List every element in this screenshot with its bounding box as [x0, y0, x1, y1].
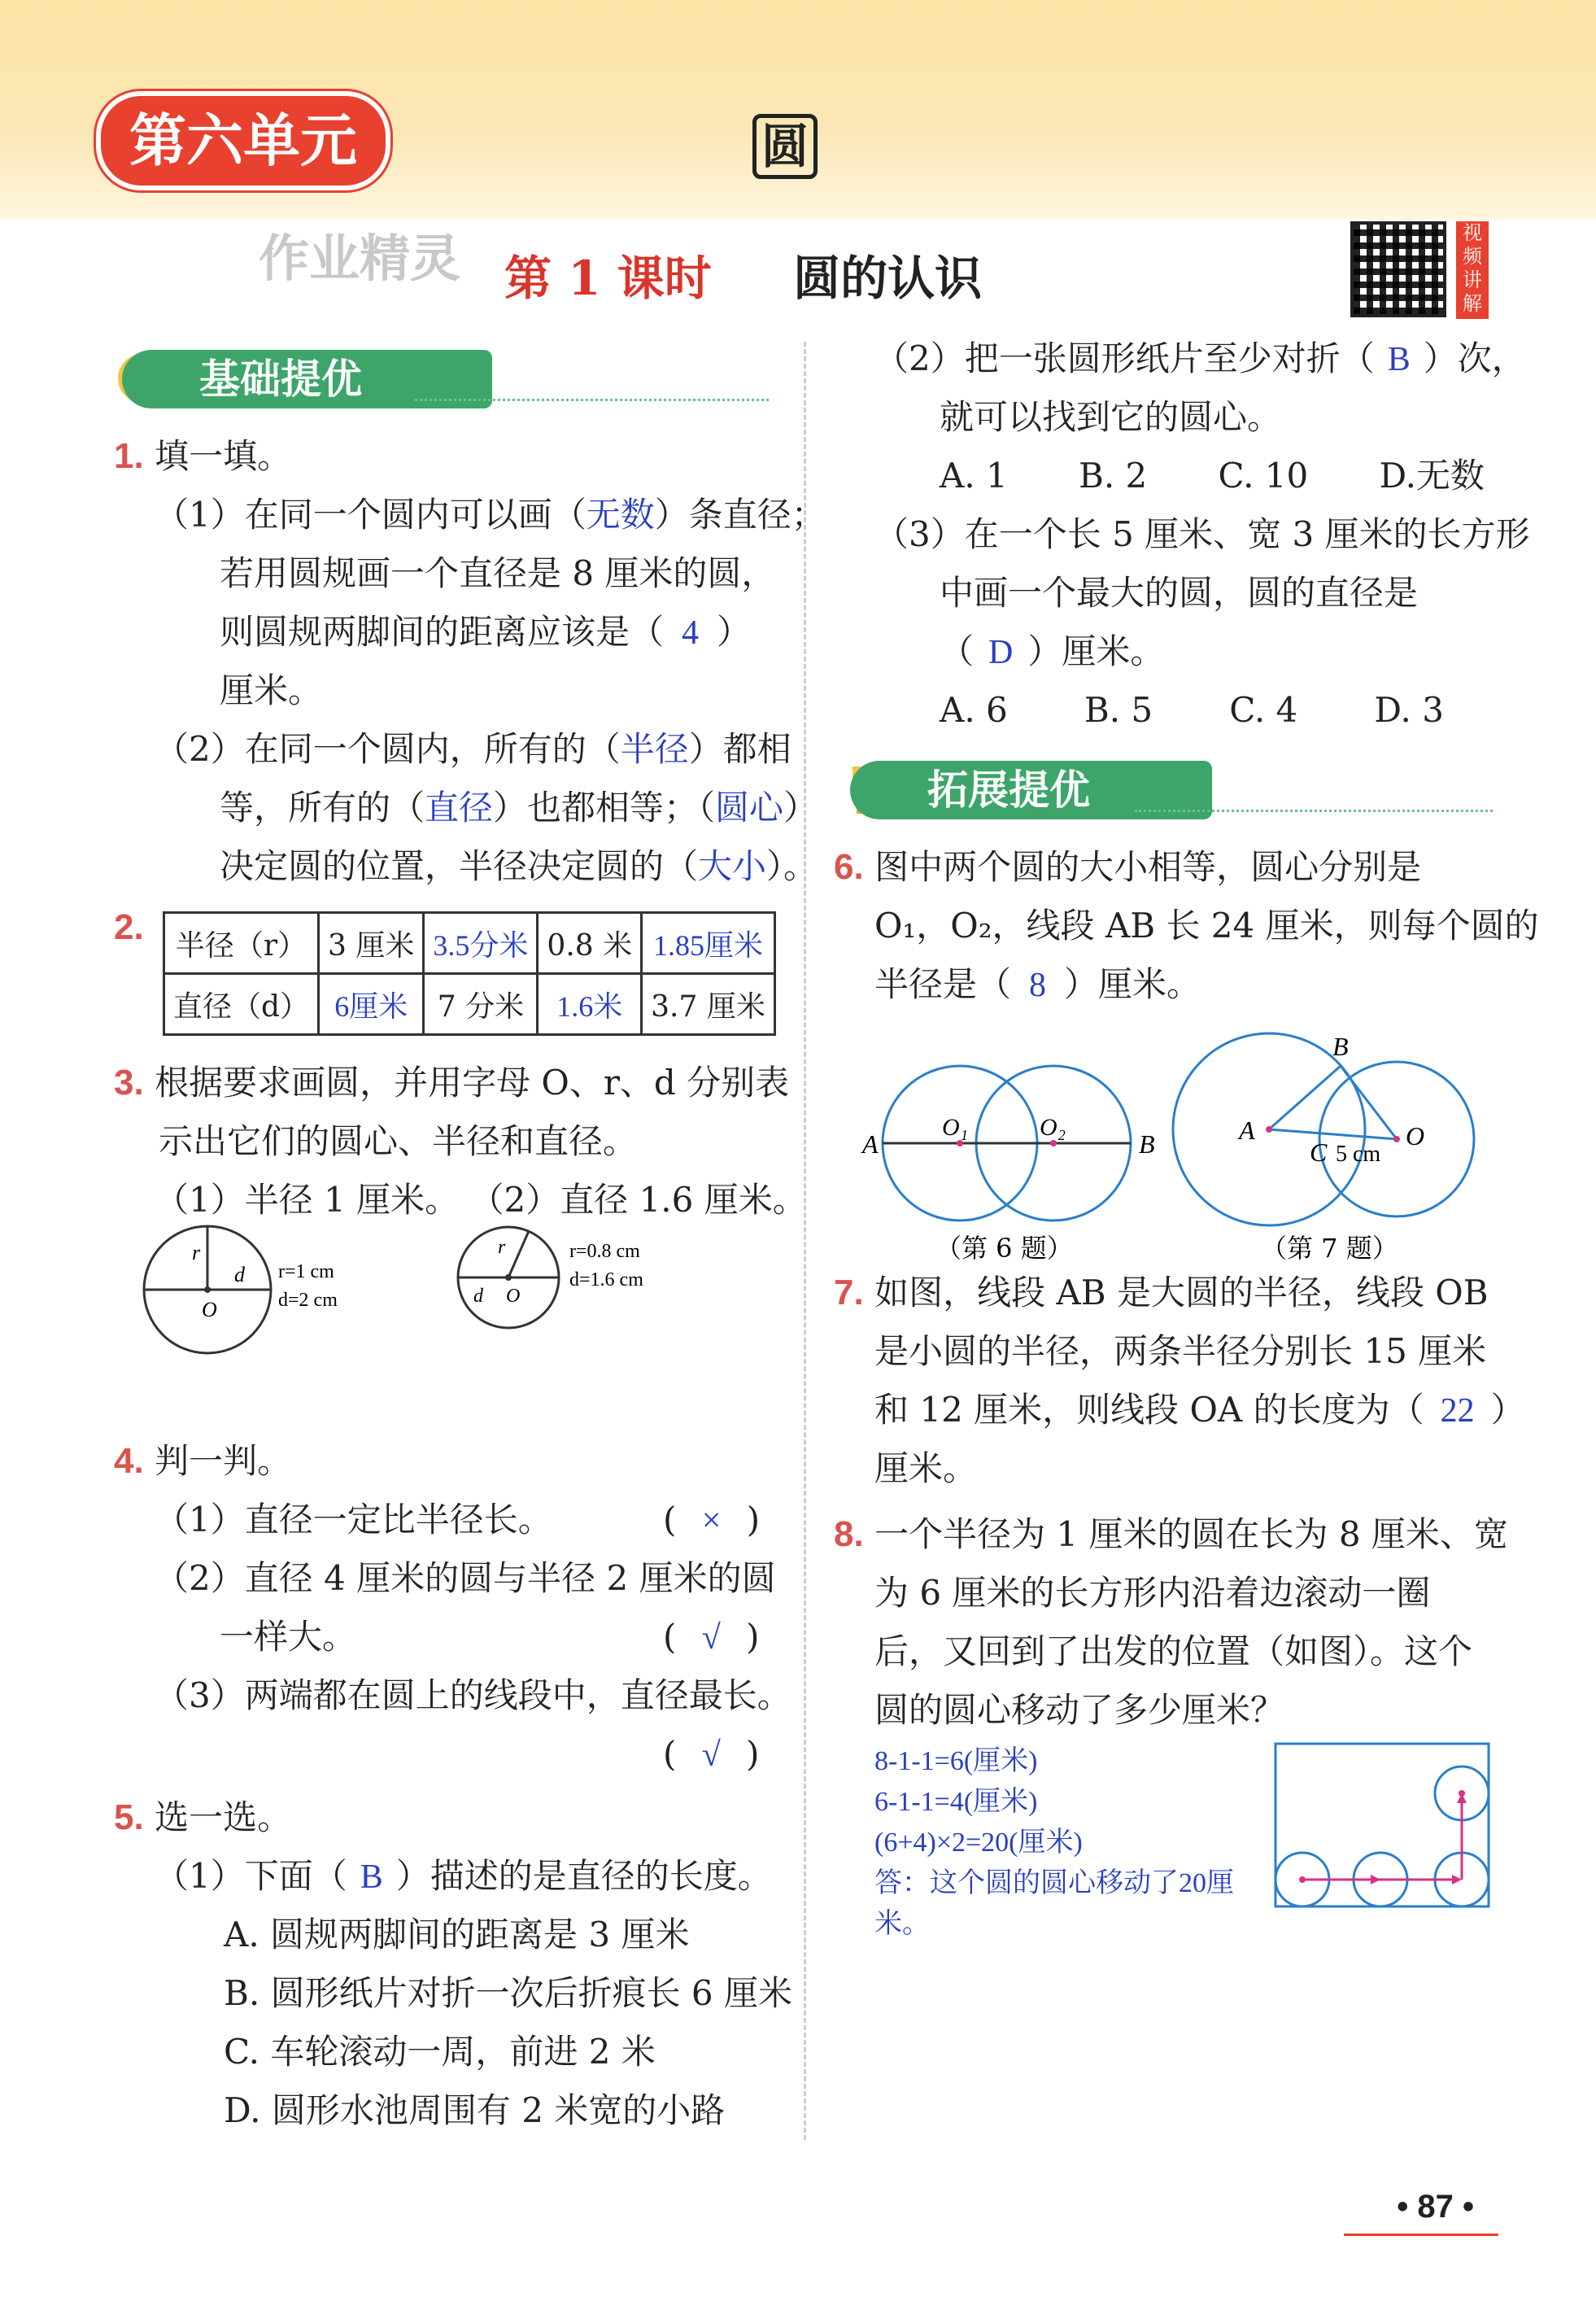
- solution-line: (6+4)×2=20(厘米): [874, 1828, 1083, 1858]
- option: A. 6: [940, 690, 1008, 730]
- label-a: A: [1239, 1116, 1255, 1145]
- note: d=1.6 cm: [569, 1269, 643, 1290]
- text: 一个半径为 1 厘米的圆在长为 8 厘米、宽: [874, 1514, 1508, 1554]
- text: （: [940, 631, 975, 671]
- answer: ×: [701, 1502, 722, 1539]
- label-r: r: [192, 1241, 201, 1264]
- q7-line: 厘米。: [874, 1448, 978, 1488]
- q4-answer: ( √ ): [663, 1617, 760, 1657]
- q1-line: 厘米。: [220, 670, 323, 710]
- q4-line: 一样大。: [220, 1617, 357, 1657]
- label-b: B: [1139, 1129, 1155, 1159]
- label-o: O: [1406, 1121, 1425, 1151]
- option: D. 3: [1374, 690, 1444, 730]
- answer: D: [988, 634, 1014, 671]
- answer: B: [360, 1858, 383, 1896]
- label-b: B: [1332, 1032, 1349, 1061]
- unit-badge: 第六单元: [96, 91, 390, 190]
- label-o1: O₁: [942, 1114, 969, 1141]
- caption: （第 6 题）: [935, 1233, 1073, 1264]
- solution-line: 米。: [874, 1909, 930, 1939]
- q4-line: （1）直径一定比半径长。: [155, 1500, 552, 1539]
- q3-sub: （1）半径 1 厘米。 （2）直径 1.6 厘米。: [155, 1180, 807, 1220]
- length-label: 5 cm: [1336, 1142, 1381, 1167]
- q5-line: 中画一个最大的圆，圆的直径是: [940, 573, 1419, 613]
- label-d: d: [473, 1286, 483, 1307]
- q4-answer: ( √ ): [663, 1734, 760, 1774]
- q3: [114, 1054, 789, 1112]
- option: A. 圆规两脚间的距离是 3 厘米: [224, 1915, 690, 1954]
- option: B. 5: [1084, 690, 1153, 730]
- text: （1）在同一个圆内可以画（: [155, 495, 587, 535]
- q4-number: 4.: [114, 1441, 144, 1481]
- q1-title: 填一填。: [155, 436, 292, 476]
- answer: 半径: [620, 731, 689, 769]
- q4-line: （3）两端都在圆上的线段中，直径最长。: [155, 1675, 791, 1715]
- note: r=0.8 cm: [569, 1241, 640, 1262]
- video-tag[interactable]: 视频讲解: [1456, 221, 1489, 319]
- q1-line: [220, 837, 818, 897]
- lesson-heading: [504, 240, 982, 308]
- option: D.无数: [1379, 456, 1485, 496]
- q6-line: O₁，O₂，线段 AB 长 24 厘米，则每个圆的: [874, 906, 1539, 945]
- q7-number: 7.: [834, 1273, 864, 1312]
- text: 如图，线段 AB 是大圆的半径，线段 OB: [874, 1273, 1489, 1312]
- option: B. 圆形纸片对折一次后折痕长 6 厘米: [224, 1973, 792, 2013]
- q1-line: [155, 720, 791, 779]
- answer: 8: [1029, 967, 1047, 1004]
- watermark: 作业精灵: [259, 229, 461, 288]
- options-row: [940, 447, 1485, 505]
- q7-line: 是小圆的半径，两条半径分别长 15 厘米: [874, 1331, 1487, 1371]
- text: ）: [717, 612, 752, 652]
- table-row: [164, 913, 775, 974]
- text: 决定圆的位置，半径决定圆的（: [220, 846, 699, 886]
- q3-circles-figure: [138, 1221, 773, 1367]
- q6: [834, 838, 1421, 897]
- table-cell: 3.5分米: [424, 913, 538, 974]
- option: C. 10: [1218, 456, 1309, 496]
- column-divider: [804, 342, 806, 2140]
- q1-line: [155, 486, 826, 545]
- table-cell: 0.8 米: [538, 913, 642, 974]
- q2-number: 2.: [114, 907, 144, 947]
- qr-code[interactable]: [1350, 221, 1446, 317]
- label-o2: O₂: [1040, 1114, 1066, 1141]
- answer: 直径: [425, 790, 494, 828]
- q5-line: （3）在一个长 5 厘米、宽 3 厘米的长方形: [874, 514, 1530, 554]
- page-number: • 87 •: [1397, 2189, 1474, 2225]
- caption: （第 7 题）: [1261, 1233, 1398, 1264]
- table-cell: 6厘米: [319, 974, 424, 1035]
- answer: 无数: [586, 497, 655, 535]
- table-cell: 3.7 厘米: [642, 974, 775, 1035]
- lesson-number: 第 1 课时: [504, 251, 712, 306]
- table-cell: 3 厘米: [319, 913, 424, 974]
- q7: [834, 1264, 1489, 1322]
- text: ）条直径；: [654, 495, 826, 535]
- answer: √: [701, 1619, 721, 1657]
- q4: [114, 1432, 291, 1491]
- page-underline: [1344, 2234, 1498, 2236]
- q1: [114, 427, 291, 486]
- q5-line: [940, 622, 1164, 682]
- text: ）描述的是直径的长度。: [395, 1856, 772, 1896]
- table-row: [164, 974, 775, 1035]
- table-cell: 7 分米: [424, 974, 538, 1035]
- text: 半径是（: [874, 964, 1012, 1004]
- answer: B: [1387, 341, 1411, 378]
- option: A. 1: [940, 456, 1008, 496]
- figures-6-7: [854, 1021, 1497, 1265]
- table-cell: 直径（d）: [164, 974, 319, 1035]
- label-o: O: [202, 1298, 217, 1321]
- text: ）次，: [1423, 338, 1526, 378]
- text: ）厘米。: [1027, 631, 1165, 671]
- lesson-title: 圆的认识: [793, 251, 983, 306]
- q8-solution: [874, 1741, 1234, 1945]
- text: 根据要求画圆，并用字母 O、r、d 分别表: [155, 1063, 790, 1103]
- q5-line: [874, 330, 1526, 389]
- text: ）也都相等；（: [493, 788, 716, 828]
- radius-diameter-table: [163, 911, 776, 1036]
- section-line: [415, 399, 769, 401]
- options-row: [940, 681, 1444, 740]
- q1-line: 若用圆规画一个直径是 8 厘米的圆，: [220, 553, 776, 593]
- section-line: [1135, 810, 1493, 812]
- q8-line: 为 6 厘米的长方形内沿着边滚动一圈: [874, 1573, 1431, 1613]
- option: C. 车轮滚动一周，前进 2 米: [224, 2032, 656, 2072]
- q1-line: [220, 779, 818, 838]
- q1-number: 1.: [114, 436, 144, 476]
- text: （2）把一张圆形纸片至少对折（: [874, 338, 1375, 378]
- label-o: O: [506, 1286, 521, 1307]
- q8: [834, 1505, 1508, 1564]
- label-d: d: [234, 1263, 245, 1286]
- q6-number: 6.: [834, 847, 864, 887]
- note: d=2 cm: [278, 1290, 338, 1311]
- q8-number: 8.: [834, 1514, 864, 1554]
- text: （2）在同一个圆内，所有的（: [155, 729, 621, 769]
- q7-line: [874, 1381, 1525, 1440]
- text: ）: [1490, 1390, 1525, 1430]
- q3-line: 示出它们的圆心、半径和直径。: [159, 1121, 638, 1161]
- note: r=1 cm: [278, 1261, 334, 1282]
- table-cell: 1.85厘米: [642, 913, 775, 974]
- section-basic: 基础提优: [122, 350, 492, 408]
- text: ）都相: [688, 729, 791, 769]
- label-c: C: [1310, 1138, 1328, 1167]
- solution-line: 答：这个圆的圆心移动了20厘: [874, 1868, 1234, 1898]
- option: C. 4: [1229, 690, 1298, 730]
- option: D. 圆形水池周围有 2 米宽的小路: [224, 2090, 726, 2130]
- text: （1）下面（: [155, 1856, 347, 1896]
- q1-line: [220, 603, 751, 662]
- table-cell: 1.6米: [538, 974, 642, 1035]
- q5-line: 就可以找到它的圆心。: [940, 397, 1282, 437]
- answer: 22: [1440, 1392, 1475, 1430]
- q5-number: 5.: [114, 1797, 144, 1837]
- q4-title: 判一判。: [155, 1441, 292, 1481]
- q8-line: 圆的圆心移动了多少厘米？: [874, 1690, 1285, 1730]
- q6-line: [874, 955, 1201, 1015]
- text: 图中两个圆的大小相等，圆心分别是: [874, 847, 1422, 887]
- topic-title: 圆: [752, 114, 818, 179]
- q4-answer: ( × ): [663, 1500, 761, 1539]
- label-a: A: [862, 1129, 879, 1159]
- q5-line: [155, 1847, 772, 1906]
- q4-line: （2）直径 4 厘米的圆与半径 2 厘米的圆: [155, 1558, 776, 1598]
- answer: 大小: [698, 849, 767, 886]
- label-r: r: [498, 1237, 506, 1258]
- q8-line: 后，又回到了出发的位置（如图）。这个: [874, 1631, 1473, 1671]
- q5-title: 选一选。: [155, 1797, 292, 1837]
- text: 则圆规两脚间的距离应该是（: [220, 612, 665, 652]
- table-cell: 半径（r）: [164, 913, 319, 974]
- text: ）: [783, 788, 818, 828]
- text: 和 12 厘米，则线段 OA 的长度为（: [874, 1390, 1424, 1430]
- answer: √: [701, 1736, 721, 1774]
- q8-rolling-figure: [1273, 1741, 1493, 1912]
- answer: 4: [682, 614, 700, 652]
- option: B. 2: [1078, 456, 1148, 496]
- answer: 圆心: [715, 790, 784, 828]
- solution-line: 6-1-1=4(厘米): [874, 1787, 1038, 1817]
- solution-line: 8-1-1=6(厘米): [874, 1746, 1038, 1776]
- text: ）厘米。: [1064, 964, 1201, 1004]
- section-extend: 拓展提优: [850, 761, 1212, 819]
- q5: [114, 1788, 291, 1847]
- text: 等，所有的（: [220, 788, 425, 828]
- text: ）。: [766, 846, 818, 886]
- q3-number: 3.: [114, 1063, 144, 1103]
